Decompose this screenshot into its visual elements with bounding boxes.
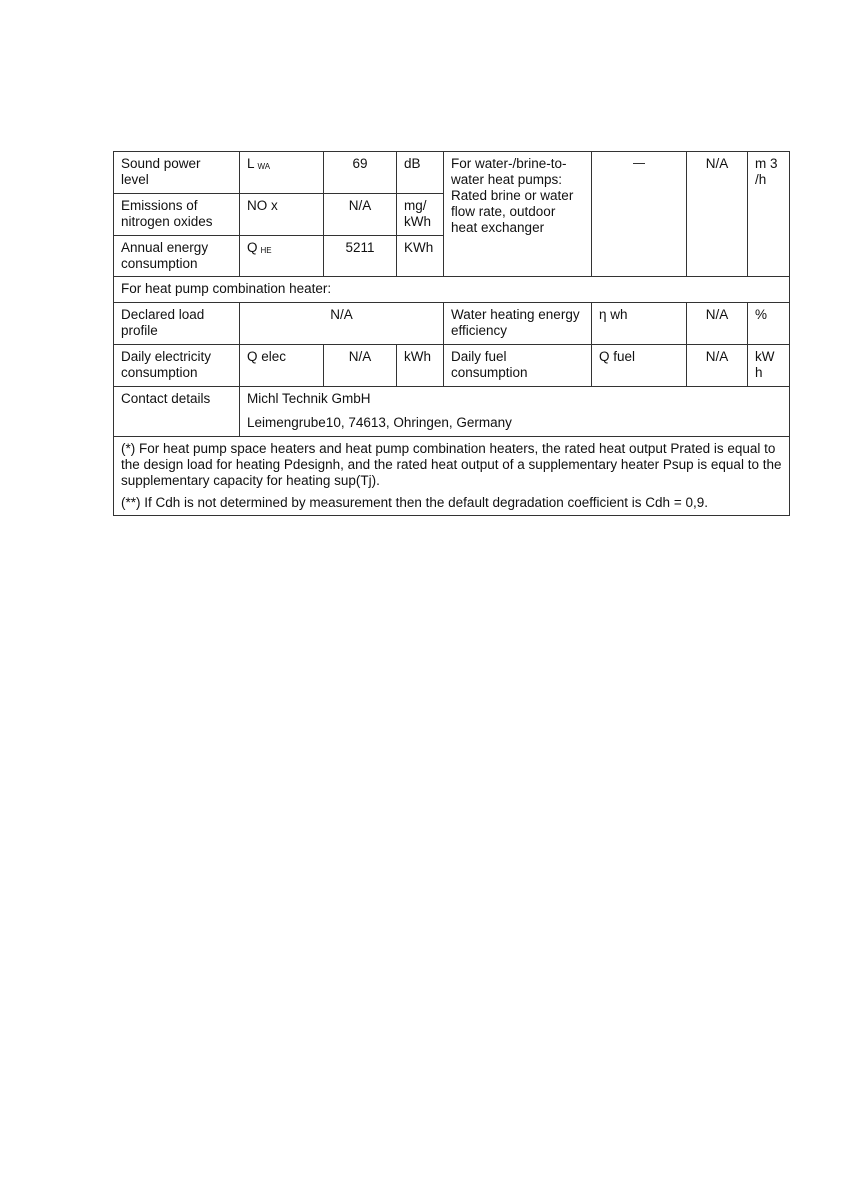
contact-details [240,387,790,437]
footnote-cdh: (**) If Cdh is not determined by measurement then the default degradation coefficient is Cdh = 0,9. [121,495,708,510]
combination-heater-heading: For heat pump combination heater: [114,277,790,303]
nox-label: Emissions of nitrogen oxides [114,194,240,236]
annual-energy-symbol: Q $_{HE}$ [240,236,324,277]
flow-rate-symbol [592,152,687,277]
contact-label: Contact details [114,387,240,437]
declared-load-value: N/A [240,303,444,345]
water-heating-label: Water heating energy efficiency [444,303,592,345]
nox-unit: mg/ kWh [397,194,444,236]
annual-energy-unit: KWh [397,236,444,277]
nox-value: N/A [324,194,397,236]
annual-energy-value: 5211 [324,236,397,277]
daily-electricity-value: N/A [324,345,397,387]
nox-symbol: NO x [240,194,324,236]
contact-company: Michl Technik GmbH [247,391,371,406]
flow-rate-label: For water-/brine-to-water heat pumps: Rated brine or water flow rate, outdoor heat exchanger [444,152,592,277]
daily-electricity-unit: kWh [397,345,444,387]
contact-address: Leimengrube10, 74613, Ohringen, Germany [247,415,512,430]
daily-fuel-symbol: Q fuel [592,345,687,387]
footnotes [114,437,790,516]
declared-load-label: Declared load profile [114,303,240,345]
daily-fuel-label: Daily fuel consumption [444,345,592,387]
water-heating-value: N/A [687,303,748,345]
daily-fuel-unit: kW h [748,345,790,387]
sound-power-value: 69 [324,152,397,194]
flow-rate-value: N/A [687,152,748,277]
sound-power-unit: dB [397,152,444,194]
water-heating-unit: % [748,303,790,345]
flow-rate-unit: m 3 /h [748,152,790,277]
annual-energy-label: Annual energy consumption [114,236,240,277]
daily-fuel-value: N/A [687,345,748,387]
spec-table [113,151,790,516]
daily-electricity-symbol: Q elec [240,345,324,387]
water-heating-symbol: η wh [592,303,687,345]
sound-power-label: Sound power level [114,152,240,194]
daily-electricity-label: Daily electricity consumption [114,345,240,387]
sound-power-symbol: L $_{WA}$ [240,152,324,194]
dash-symbol [633,163,645,164]
footnote-rated-output: (*) For heat pump space heaters and heat pump combination heaters, the rated heat output Prated is equal to the design load for heating Pdesignh, and the rated heat output of a supplementary heater Psup is equal to the supplementary capacity for heating sup(Tj). [121,441,782,488]
